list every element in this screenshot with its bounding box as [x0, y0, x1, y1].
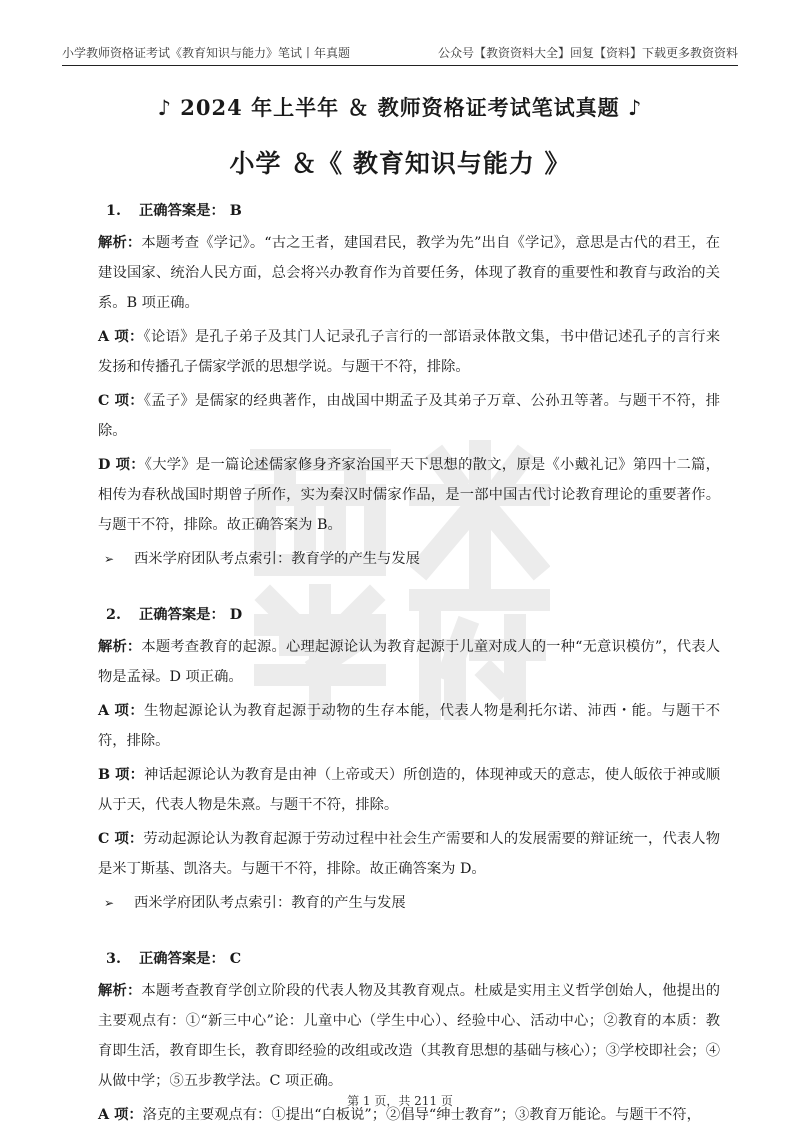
arrow-bullet-icon: ➢ [104, 896, 115, 910]
question-2 [98, 600, 720, 918]
question-number: 1. [106, 203, 121, 219]
paragraph [98, 386, 720, 446]
paragraph-label: 解析： [98, 235, 142, 251]
paragraph-text: 《孟子》是儒家的经典著作，由战国中期孟子及其弟子万章、公孙丑等著。与题干不符，排除。 [98, 393, 720, 439]
page-footer: 第 1 页，共 211 页 [347, 1094, 453, 1108]
paragraph [98, 632, 720, 692]
answer-line [98, 196, 720, 226]
paragraph-label: A 项： [98, 1107, 143, 1123]
answer-text: 正确答案是： B [138, 203, 242, 219]
header-left: 小学教师资格证考试《教育知识与能力》笔试丨年真题 [62, 46, 351, 60]
index-line [98, 544, 720, 574]
paragraph-text: 洛克的主要观点有：①提出“白板说”；②倡导“绅士教育”；③教育万能论。与题干不符， [142, 1107, 701, 1123]
arrow-bullet-icon: ➢ [104, 552, 115, 566]
paragraph-label: 解析： [98, 639, 142, 655]
index-text: 西米学府团队考点索引：教育学的产生与发展 [134, 551, 420, 567]
watermark-text: 西米学府 [400, 580, 404, 581]
paragraph-label: C 项： [98, 393, 144, 409]
index-line [98, 888, 720, 918]
answer-line [98, 600, 720, 630]
answer-line [98, 944, 720, 974]
paragraph-text: 生物起源论认为教育起源于动物的生存本能，代表人物是利托尔诺、沛西・能。与题干不符，排除。 [98, 703, 720, 749]
paragraph [98, 824, 720, 884]
question-number: 3. [106, 951, 121, 967]
paragraph-label: C 项： [98, 831, 144, 847]
answer-text: 正确答案是： C [138, 951, 242, 967]
paragraph [98, 976, 720, 1096]
paragraph-text: 本题考查《学记》。“古之王者，建国君民，教学为先”出自《学记》，意思是古代的君王，在建设国家、统治人民方面，总会将兴办教育作为首要任务，体现了教育的重要性和教育与政治的关系。B 项正确。 [98, 235, 720, 311]
paragraph-text: 神话起源论认为教育是由神（上帝或天）所创造的，体现神或天的意志，使人皈依于神或顺从于天，代表人物是朱熹。与题干不符，排除。 [98, 767, 721, 813]
index-text: 西米学府团队考点索引：教育的产生与发展 [134, 895, 406, 911]
paragraph-text: 《大学》是一篇论述儒家修身齐家治国平天下思想的散文，原是《小戴礼记》第四十二篇，相传为春秋战国时期曾子所作，实为秦汉时儒家作品，是一部中国古代讨论教育理论的重要著作。与题干不符，排除。故正确答案为 B。 [98, 457, 720, 533]
paragraph [98, 760, 720, 820]
paragraph-label: A 项： [98, 329, 144, 345]
paragraph-label: B 项： [98, 767, 144, 783]
paragraph-label: D 项： [98, 457, 145, 473]
question-number: 2. [106, 607, 121, 623]
paragraph-text: 本题考查教育学创立阶段的代表人物及其教育观点。杜威是实用主义哲学创始人，他提出的主要观点有：①“新三中心”论：儿童中心（学生中心）、经验中心、活动中心；②教育的本质：教育即生活，教育即生长，教育即经验的改组或改造（其教育思想的基础与核心）；③学校即社会；④从做中学；⑤五步教学法。C 项正确。 [98, 983, 721, 1089]
paragraph [98, 228, 720, 318]
page-header [62, 40, 738, 66]
paragraph [98, 322, 720, 382]
title-line-2: 小学 ＆《 教育知识与能力 》 [229, 149, 571, 178]
paragraph-label: 解析： [98, 983, 142, 999]
paragraph-text: 本题考查教育的起源。心理起源论认为教育起源于儿童对成人的一种“无意识模仿”，代表人物是孟禄。D 项正确。 [98, 639, 720, 685]
header-right: 公众号【教资资料大全】回复【资料】下载更多教资资料 [437, 46, 738, 60]
answer-text: 正确答案是： D [138, 607, 243, 623]
paragraph-label: A 项： [98, 703, 145, 719]
question-1 [98, 196, 720, 574]
paragraph [98, 450, 720, 540]
paragraph-text: 劳动起源论认为教育起源于劳动过程中社会生产需要和人的发展需要的辩证统一，代表人物是米丁斯基、凯洛夫。与题干不符，排除。故正确答案为 D。 [98, 831, 721, 877]
paragraph-text: 《论语》是孔子弟子及其门人记录孔子言行的一部语录体散文集，书中借记述孔子的言行来发扬和传播孔子儒家学派的思想学说。与题干不符，排除。 [98, 329, 720, 375]
paragraph [98, 696, 720, 756]
title-line-1: ♪ 2024 年上半年 ＆ 教师资格证考试笔试真题 ♪ [157, 95, 643, 120]
content [98, 196, 720, 1134]
